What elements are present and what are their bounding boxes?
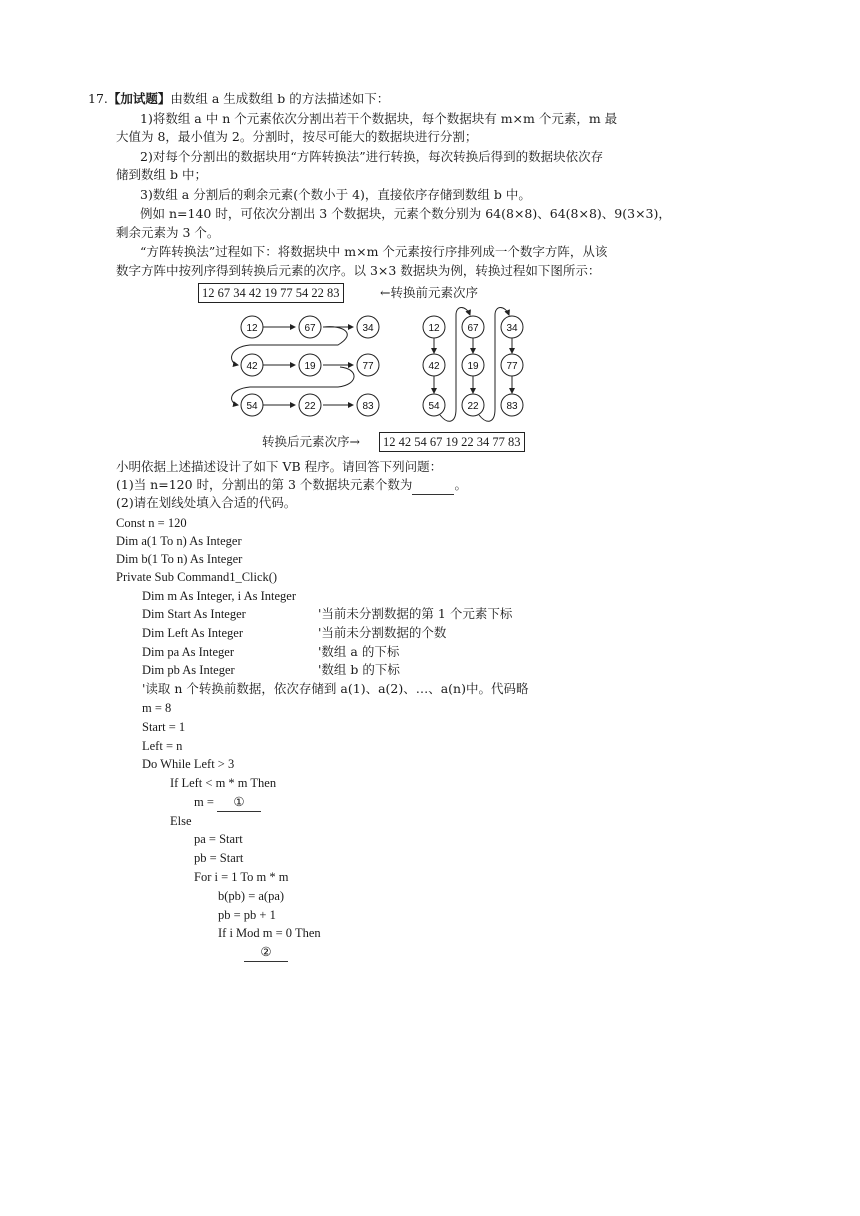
code-blank-1[interactable]: ① [217,793,261,812]
col-node: 22 [467,401,479,412]
code-line: Dim Start As Integer [142,607,246,621]
before-sequence-box: 12 67 34 42 19 77 54 22 83 [198,283,344,303]
sub-question-1 [116,476,467,495]
code-comment: '当前未分割数据的第 1 个元素下标 [318,606,513,621]
code-line: Const n = 120 [116,516,187,530]
step-line: 3)数组 a 分割后的剩余元素(个数小于 4)，直接依序存储到数组 b 中。 [140,187,531,202]
code-comment: '读取 n 个转换前数据，依次存储到 a(1)、a(2)、…、a(n)中。代码略 [142,681,529,696]
after-sequence-box: 12 42 54 67 19 22 34 77 83 [379,432,525,452]
matrix-diagram [220,305,550,430]
step-line: 数字方阵中按列序得到转换后元素的次序。以 3×3 数据块为例，转换过程如下图所示： [116,263,601,278]
step-line: “方阵转换法”过程如下：将数据块中 m×m 个元素按行序排列成一个数字方阵，从该 [140,244,608,259]
code-text: m = [194,795,214,809]
row-node: 83 [362,401,374,412]
code-line: If Left < m * m Then [170,776,277,790]
step-line: 剩余元素为 3 个。 [116,225,220,240]
before-sequence-label: ←转换前元素次序 [380,285,478,300]
code-comment: '当前未分割数据的个数 [318,625,447,640]
code-line: Dim pa As Integer [142,645,234,659]
code-line: Do While Left > 3 [142,757,235,771]
code-comment: '数组 a 的下标 [318,644,400,659]
question-intro: 由数组 a 生成数组 b 的方法描述如下： [170,91,390,106]
row-node: 54 [246,401,258,412]
code-line: Left = n [142,739,183,753]
col-node: 54 [428,401,440,412]
code-line: Dim Left As Integer [142,626,244,640]
code-line: If i Mod m = 0 Then [218,926,321,940]
question-number: 17. [88,91,108,106]
code-line: Dim b(1 To n) As Integer [116,552,243,566]
code-line: Dim m As Integer, i As Integer [142,589,296,603]
row-node: 34 [362,323,374,334]
col-node: 83 [506,401,518,412]
code-line: Dim pb As Integer [142,663,235,677]
step-line: 1)将数组 a 中 n 个元素依次分割出若干个数据块，每个数据块有 m×m 个元素，m 最 [140,111,618,126]
code-line: b(pb) = a(pa) [218,889,285,903]
answer-blank-1[interactable] [412,476,454,495]
col-node: 12 [428,323,440,334]
row-node: 67 [304,323,316,334]
row-node: 12 [246,323,258,334]
code-line: Private Sub Command1_Click() [116,570,278,584]
col-node: 19 [467,361,479,372]
row-node: 22 [304,401,316,412]
step-line: 例如 n=140 时，可依次分割出 3 个数据块，元素个数分别为 64(8×8)、64(8×8)、9(3×3)， [140,206,671,221]
row-node: 77 [362,361,374,372]
step-line: 大值为 8，最小值为 2。分割时，按尽可能大的数据块进行分割； [116,129,478,144]
step-line: 储到数组 b 中； [116,167,207,182]
sub-question-1-end: 。 [454,477,467,492]
code-line: Dim a(1 To n) As Integer [116,534,242,548]
after-sequence-label: 转换后元素次序→ [262,434,360,449]
code-line: m = 8 [142,701,172,715]
sub-question-2: (2)请在划线处填入合适的代码。 [116,495,297,510]
row-node: 19 [304,361,316,372]
code-comment: '数组 b 的下标 [318,662,400,677]
question-tag: 【加试题】 [107,91,171,106]
col-node: 77 [506,361,518,372]
code-line: Start = 1 [142,720,186,734]
code-line: For i = 1 To m * m [194,870,289,884]
col-node: 42 [428,361,440,372]
code-line-blank-1 [194,793,261,812]
col-node: 67 [467,323,479,334]
code-line: pb = pb + 1 [218,908,276,922]
program-intro: 小明依据上述描述设计了如下 VB 程序。请回答下列问题： [116,459,443,474]
code-line-blank-2 [244,943,288,962]
code-line: Else [170,814,192,828]
question-header [88,90,389,108]
code-line: pa = Start [194,832,243,846]
code-blank-2[interactable]: ② [244,943,288,962]
code-line: pb = Start [194,851,244,865]
row-node: 42 [246,361,258,372]
step-line: 2)对每个分割出的数据块用“方阵转换法”进行转换，每次转换后得到的数据块依次存 [140,149,604,164]
sub-question-1-text: (1)当 n=120 时，分割出的第 3 个数据块元素个数为 [116,477,413,492]
col-node: 34 [506,323,518,334]
